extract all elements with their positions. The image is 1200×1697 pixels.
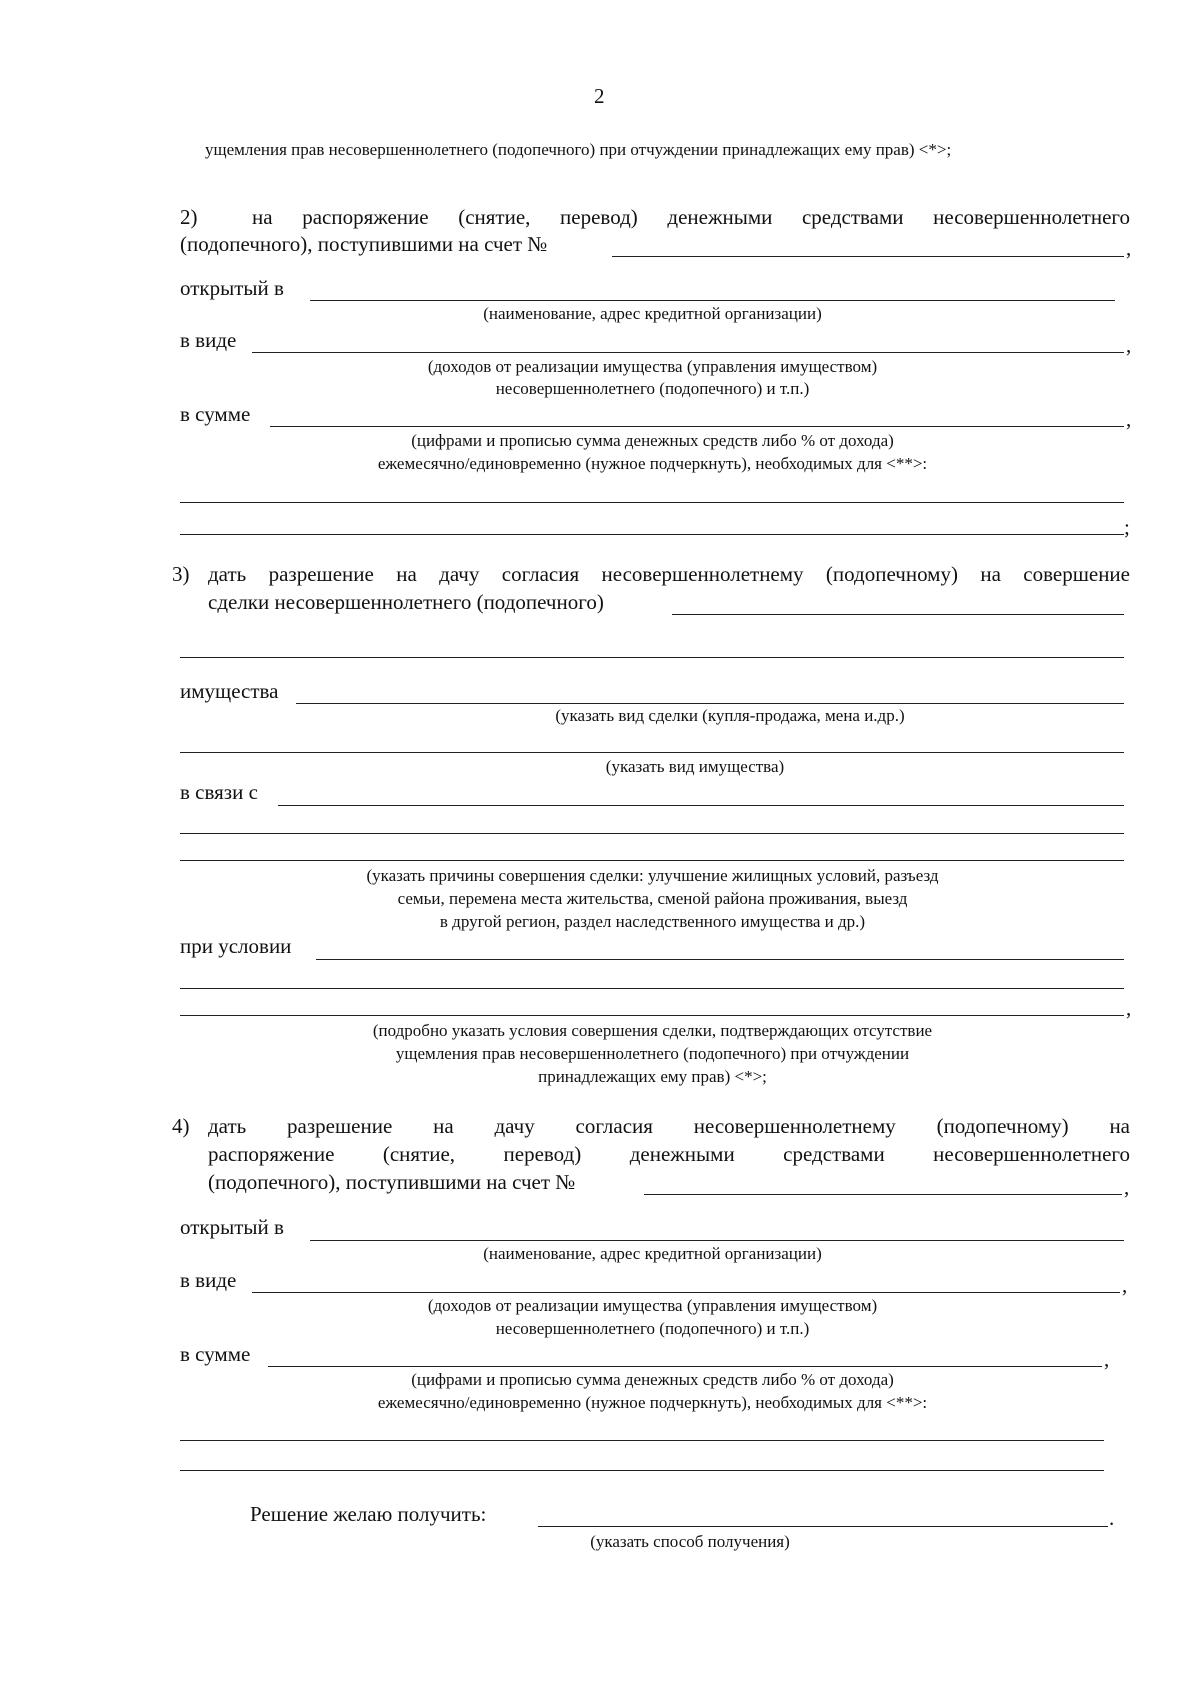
page-number: 2: [594, 84, 605, 108]
item4-comma-2: ,: [1122, 1273, 1128, 1297]
item2-purpose-field-2[interactable]: [180, 534, 1124, 535]
item3-condition-field-1[interactable]: [316, 959, 1124, 960]
item2-sum-field[interactable]: [270, 426, 1124, 427]
item3-reason-field-1[interactable]: [278, 805, 1124, 806]
item4-income-caption-1: (доходов от реализации имущества (управления имуществом): [427, 1296, 878, 1315]
item2-line2: (подопечного), поступившими на счет №: [180, 232, 548, 256]
item3-line2: сделки несовершеннолетнего (подопечного): [208, 590, 604, 614]
item3-deal-field[interactable]: [672, 614, 1124, 615]
item2-type-label: в виде: [180, 328, 237, 352]
item3-line1: дать разрешение на дачу согласия несовершеннолетнему (подопечному) на совершение: [208, 562, 1130, 586]
item4-line1: дать разрешение на дачу согласия несовершеннолетнему (подопечному) на: [208, 1114, 1130, 1138]
item4-sum-label: в сумме: [180, 1342, 251, 1366]
decision-label: Решение желаю получить:: [250, 1502, 487, 1526]
item4-bank-field[interactable]: [310, 1240, 1124, 1241]
item4-account-field[interactable]: [644, 1194, 1122, 1195]
item2-bank-field[interactable]: [310, 300, 1115, 301]
item3-reason-field-2[interactable]: [180, 833, 1124, 834]
item4-income-caption-2: несовершеннолетнего (подопечного) и т.п.): [495, 1319, 810, 1338]
decision-method-field[interactable]: [538, 1526, 1108, 1527]
decision-caption: (указать способ получения): [590, 1532, 790, 1551]
item2-income-caption-1: (доходов от реализации имущества (управления имуществом): [427, 357, 878, 376]
item2-sum-caption-2: ежемесячно/единовременно (нужное подчеркнуть), необходимых для <**>:: [377, 454, 928, 473]
item4-comma-1: ,: [1124, 1175, 1130, 1199]
item3-property-caption: (указать вид имущества): [605, 757, 785, 776]
item4-opened-label: открытый в: [180, 1215, 284, 1239]
item4-type-label: в виде: [180, 1268, 237, 1292]
item2-semicolon: ;: [1124, 515, 1130, 539]
item3-condition-label: при условии: [180, 934, 292, 958]
item2-type-field[interactable]: [252, 352, 1124, 353]
item2-comma-2: ,: [1126, 333, 1132, 357]
item3-deal-caption: (указать вид сделки (купля-продажа, мена и.др.): [555, 706, 905, 725]
item2-comma-1: ,: [1126, 236, 1132, 260]
item2-income-caption-2: несовершеннолетнего (подопечного) и т.п.): [495, 379, 810, 398]
item4-purpose-field-2[interactable]: [180, 1470, 1104, 1471]
item2-opened-label: открытый в: [180, 276, 284, 300]
item3-property-field-2[interactable]: [180, 752, 1124, 753]
item3-because-label: в связи с: [180, 780, 258, 804]
item2-bank-caption: (наименование, адрес кредитной организации): [483, 304, 822, 323]
item2-purpose-field-1[interactable]: [180, 502, 1124, 503]
item2-sum-caption-1: (цифрами и прописью сумма денежных средств либо % от дохода): [411, 431, 894, 450]
item4-number: 4): [172, 1114, 190, 1138]
carryover-text: ущемления прав несовершеннолетнего (подопечного) при отчуждении принадлежащих ему прав) <*>;: [205, 140, 952, 159]
item2-account-field[interactable]: [612, 256, 1124, 257]
item2-sum-label: в сумме: [180, 402, 251, 426]
item4-comma-3: ,: [1104, 1347, 1110, 1371]
item3-condition-field-3[interactable]: [180, 1015, 1124, 1016]
item4-bank-caption: (наименование, адрес кредитной организации): [483, 1244, 822, 1263]
item3-reason-caption-2: семьи, перемена места жительства, сменой района проживания, выезд: [397, 889, 908, 908]
item3-property-field[interactable]: [296, 703, 1124, 704]
item2-number: 2): [180, 205, 198, 229]
item3-cond-caption-2: ущемления прав несовершеннолетнего (подопечного) при отчуждении: [395, 1044, 910, 1063]
item4-sum-field[interactable]: [268, 1366, 1102, 1367]
item3-number: 3): [172, 562, 190, 586]
item3-condition-field-2[interactable]: [180, 988, 1124, 989]
item4-purpose-field-1[interactable]: [180, 1440, 1104, 1441]
item3-reason-field-3[interactable]: [180, 860, 1124, 861]
item3-cond-caption-3: принадлежащих ему прав) <*>;: [538, 1067, 767, 1086]
item3-property-label: имущества: [180, 679, 279, 703]
item4-type-field[interactable]: [252, 1292, 1120, 1293]
item3-reason-caption-1: (указать причины совершения сделки: улучшение жилищных условий, разъезд: [366, 866, 939, 885]
item4-sum-caption-1: (цифрами и прописью сумма денежных средств либо % от дохода): [411, 1370, 894, 1389]
item3-reason-caption-3: в другой регион, раздел наследственного имущества и др.): [439, 912, 866, 931]
item3-comma: ,: [1126, 996, 1132, 1020]
item4-sum-caption-2: ежемесячно/единовременно (нужное подчеркнуть), необходимых для <**>:: [377, 1393, 928, 1412]
item3-deal-field-2[interactable]: [180, 657, 1124, 658]
item4-line2: распоряжение (снятие, перевод) денежными средствами несовершеннолетнего: [208, 1142, 1130, 1166]
item4-line3: (подопечного), поступившими на счет №: [208, 1170, 576, 1194]
item2-comma-3: ,: [1126, 407, 1132, 431]
decision-period: .: [1109, 1506, 1115, 1530]
item2-line1: на распоряжение (снятие, перевод) денежными средствами несовершеннолетнего: [252, 205, 1130, 229]
item3-cond-caption-1: (подробно указать условия совершения сделки, подтверждающих отсутствие: [372, 1021, 933, 1040]
